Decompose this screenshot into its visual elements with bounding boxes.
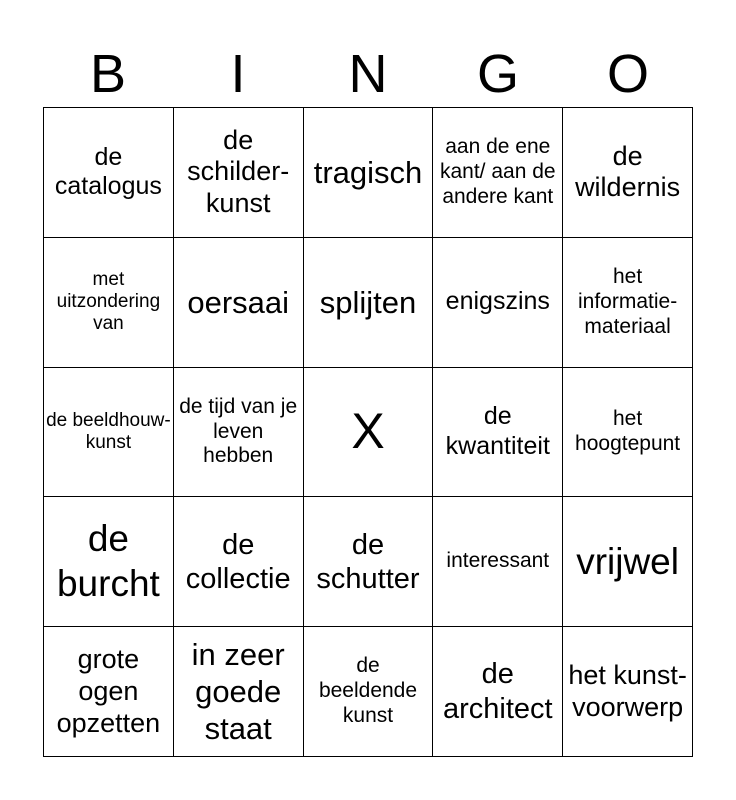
cell-text: het informatie-materiaal [577,265,678,338]
bingo-cell-r4c1[interactable] [44,497,174,627]
cell-text: grote ogen opzetten [56,643,161,738]
bingo-cell-r4c3[interactable] [304,497,434,627]
bingo-cell-r5c2[interactable] [174,627,304,757]
cell-text: in zeer goede staat [191,636,285,747]
cell-text: de architect [442,658,553,725]
bingo-cell-r3c5[interactable] [563,368,693,498]
free-space-mark: X [351,403,385,460]
cell-text: tragisch [313,154,423,190]
cell-text: de kwantiteit [445,402,550,460]
bingo-cell-r2c1[interactable] [44,238,174,368]
bingo-cell-r5c5[interactable] [563,627,693,757]
cell-text: de wildernis [575,140,681,203]
cell-text: de schutter [316,528,420,595]
bingo-cell-r1c4[interactable] [433,108,563,238]
bingo-cell-r5c4[interactable] [433,627,563,757]
bingo-cell-r3c3-free[interactable] [304,368,434,498]
bingo-cell-r4c4[interactable] [433,497,563,627]
cell-text: met uitzondering van [56,268,161,335]
bingo-cell-r4c2[interactable] [174,497,304,627]
header-letter-n: N [348,44,388,104]
bingo-cell-r2c4[interactable] [433,238,563,368]
header-letter-g: G [476,44,519,104]
cell-text: enigszins [445,287,550,316]
bingo-cell-r1c3[interactable] [304,108,434,238]
cell-text: oersaai [187,284,290,320]
cell-text: het hoogtepunt [575,407,681,455]
bingo-cell-r1c1[interactable] [44,108,174,238]
cell-text: aan de ene kant/ aan de andere kant [439,135,556,208]
cell-text: de beeldhouw-kunst [46,409,171,453]
bingo-cell-r5c1[interactable] [44,627,174,757]
bingo-cell-r3c2[interactable] [174,368,304,498]
header-letter-i: I [230,44,246,104]
bingo-cell-r1c2[interactable] [174,108,304,238]
header-letter-b: B [89,44,127,104]
cell-text: de beeldende kunst [318,654,418,727]
bingo-cell-r1c5[interactable] [563,108,693,238]
cell-text: de tijd van je leven hebben [179,394,298,468]
bingo-header [43,40,693,108]
cell-text: de catalogus [54,142,162,201]
bingo-board [43,107,693,757]
cell-text: het kunst-voorwerp [568,659,687,722]
cell-text: interessant [446,549,550,573]
bingo-cell-r4c5[interactable] [563,497,693,627]
bingo-cell-r2c2[interactable] [174,238,304,368]
cell-text: splijten [319,284,417,320]
cell-text: de burcht [56,518,160,604]
cell-text: de schilder-kunst [187,124,290,219]
bingo-cell-r3c1[interactable] [44,368,174,498]
cell-text: vrijwel [576,540,679,582]
bingo-cell-r2c5[interactable] [563,238,693,368]
bingo-cell-r2c3[interactable] [304,238,434,368]
header-letter-o: O [606,44,649,104]
bingo-cell-r5c3[interactable] [304,627,434,757]
cell-text: de collectie [185,528,291,595]
bingo-cell-r3c4[interactable] [433,368,563,498]
